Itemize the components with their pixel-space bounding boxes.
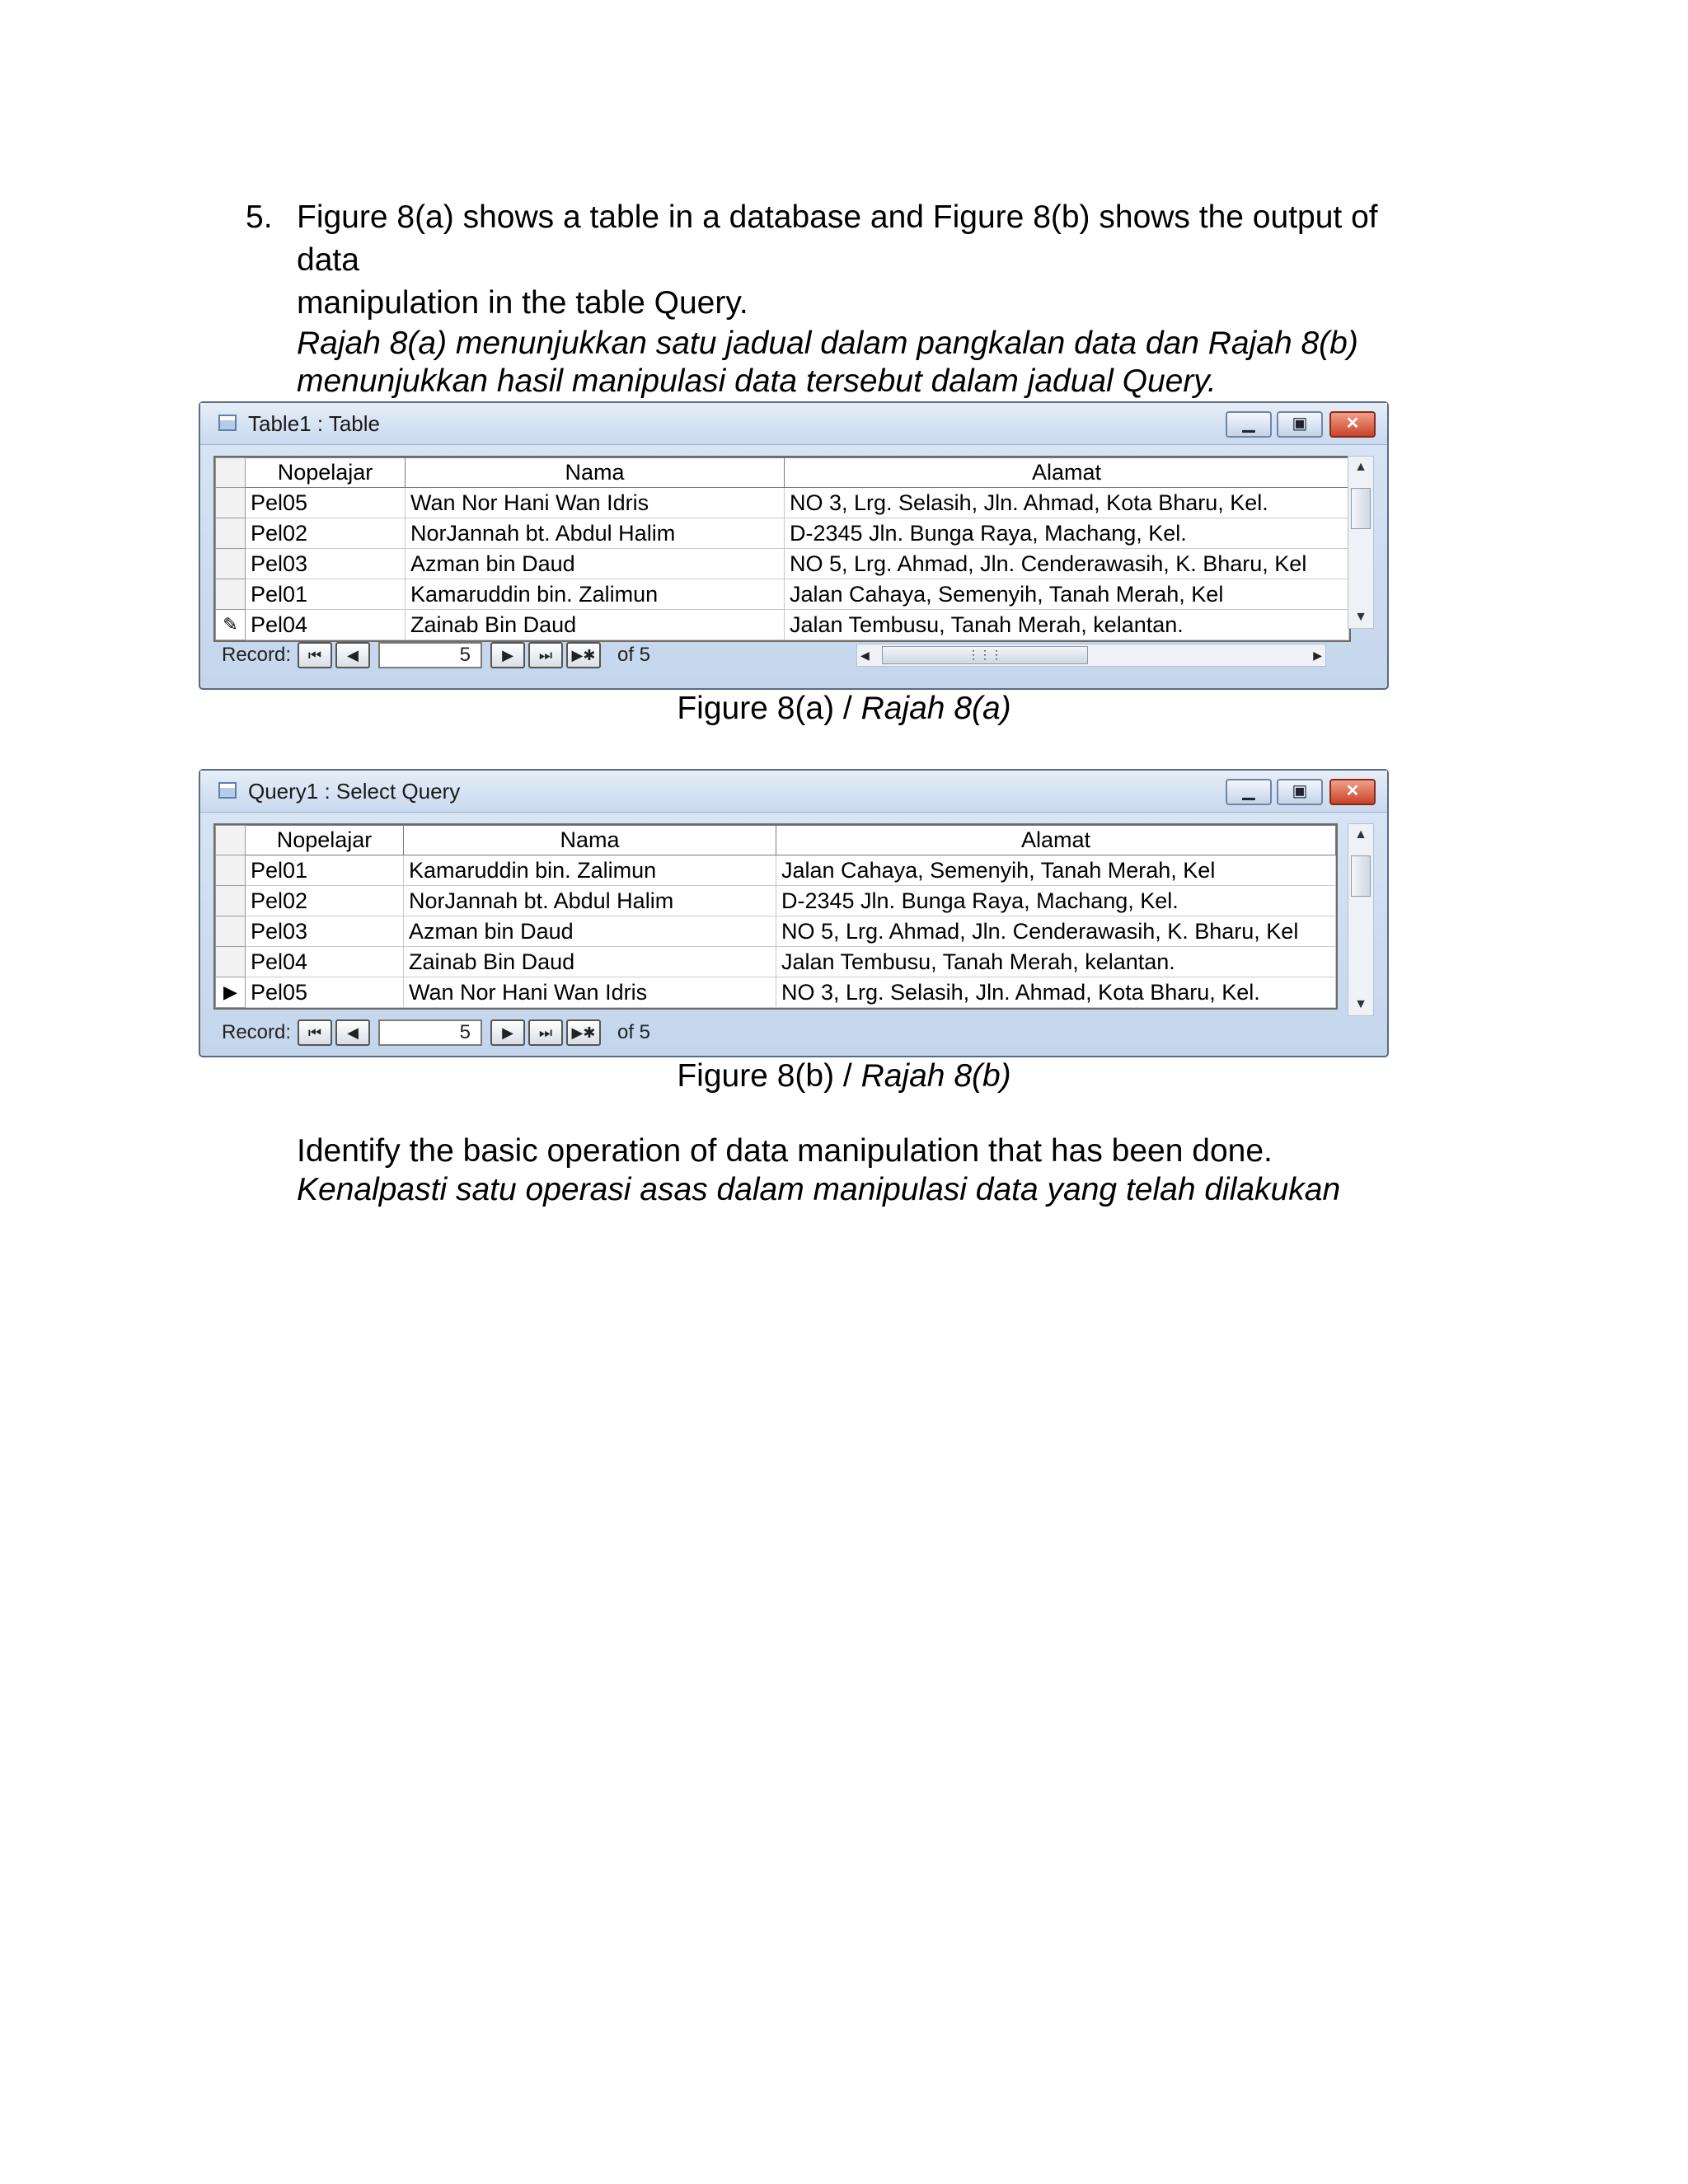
cell[interactable]: Jalan Tembusu, Tanah Merah, kelantan. (776, 947, 1336, 977)
row-selector[interactable] (216, 916, 246, 947)
cell[interactable]: Zainab Bin Daud (404, 947, 776, 977)
minimize-button[interactable] (1226, 411, 1272, 438)
first-record-button[interactable] (298, 1019, 332, 1046)
scroll-right-icon[interactable]: ▶ (1313, 649, 1322, 662)
select-all-cell[interactable] (216, 458, 246, 488)
close-button[interactable] (1329, 779, 1376, 805)
scroll-thumb[interactable] (1351, 488, 1371, 529)
cell[interactable]: NorJannah bt. Abdul Halim (406, 518, 785, 549)
cell[interactable]: NorJannah bt. Abdul Halim (404, 886, 776, 916)
column-header-alamat[interactable]: Alamat (785, 458, 1349, 488)
cell[interactable]: Pel04 (246, 610, 406, 640)
select-all-cell[interactable] (216, 826, 246, 855)
cell[interactable]: NO 5, Lrg. Ahmad, Jln. Cenderawasih, K. Bharu, Kel (785, 549, 1349, 579)
table-row[interactable] (216, 947, 1336, 977)
previous-record-icon: ◀ (347, 647, 359, 663)
scroll-down-icon[interactable]: ▼ (1354, 997, 1367, 1011)
table-window-title: Table1 : Table (248, 411, 380, 436)
first-record-button[interactable] (298, 642, 332, 668)
row-selector[interactable] (216, 579, 246, 610)
last-record-button[interactable] (528, 1019, 563, 1046)
first-record-icon: ⏮ (307, 647, 322, 663)
table-window-titlebar[interactable] (200, 403, 1387, 445)
cell[interactable]: D-2345 Jln. Bunga Raya, Machang, Kel. (785, 518, 1349, 549)
next-record-button[interactable] (490, 1019, 525, 1046)
pencil-icon: ✎ (223, 614, 238, 635)
row-selector[interactable] (216, 549, 246, 579)
question-malay-2: menunjukkan hasil manipulasi data tersebut dalam jadual Query. (297, 363, 1217, 399)
maximize-button[interactable] (1277, 411, 1323, 438)
table-row[interactable] (216, 916, 1336, 947)
cell[interactable]: Pel02 (246, 886, 404, 916)
cell[interactable]: Pel03 (246, 916, 404, 947)
close-icon: ✕ (1345, 415, 1360, 433)
cell[interactable]: Pel01 (246, 579, 406, 610)
table-row[interactable] (216, 579, 1349, 610)
last-record-icon: ⏭ (538, 647, 553, 663)
current-record-icon: ▶ (223, 982, 237, 1002)
first-record-icon: ⏮ (307, 1024, 322, 1041)
cell[interactable]: Wan Nor Hani Wan Idris (404, 977, 776, 1008)
caption-b-italic: Rajah 8(b) (860, 1058, 1011, 1094)
header-row (216, 826, 1336, 855)
record-number-field[interactable]: 5 (378, 1019, 482, 1046)
record-navigator (213, 1016, 1374, 1049)
scroll-left-icon[interactable]: ◀ (860, 649, 870, 662)
question-number: 5. (246, 199, 273, 235)
record-label: Record: (222, 644, 292, 666)
close-button[interactable] (1329, 411, 1376, 438)
caption-a-italic: Rajah 8(a) (860, 691, 1011, 726)
caption-a-plain: Figure 8(a) / (677, 691, 861, 726)
cell[interactable]: Jalan Cahaya, Semenyih, Tanah Merah, Kel (785, 579, 1349, 610)
record-count: of 5 (617, 644, 651, 666)
close-icon: ✕ (1345, 782, 1360, 800)
table-datasheet (213, 456, 1351, 642)
horizontal-scrollbar[interactable] (856, 644, 1326, 667)
table-icon (218, 415, 237, 431)
vertical-scrollbar[interactable] (1348, 823, 1374, 1016)
row-selector[interactable] (216, 518, 246, 549)
minimize-icon: ▁ (1242, 782, 1255, 800)
table-row[interactable] (216, 855, 1336, 886)
instruction-malay: Kenalpasti satu operasi asas dalam manipulasi data yang telah dilakukan (297, 1172, 1341, 1207)
last-record-icon: ⏭ (538, 1024, 553, 1041)
scroll-up-icon[interactable]: ▲ (1354, 827, 1367, 841)
cell[interactable]: Azman bin Daud (406, 549, 785, 579)
question-line-2: data (297, 242, 359, 278)
cell[interactable]: Wan Nor Hani Wan Idris (406, 488, 785, 518)
query-datasheet (213, 823, 1338, 1010)
column-header-nama[interactable]: Nama (404, 826, 776, 855)
new-record-button[interactable] (566, 1019, 601, 1046)
cell[interactable]: Jalan Tembusu, Tanah Merah, kelantan. (785, 610, 1349, 640)
query-window-titlebar[interactable] (200, 771, 1387, 813)
header-row (216, 458, 1349, 488)
new-record-icon: ▶✱ (571, 647, 596, 663)
row-selector[interactable] (216, 947, 246, 977)
cell[interactable]: Azman bin Daud (404, 916, 776, 947)
query-icon (218, 782, 237, 799)
record-count: of 5 (617, 1021, 651, 1043)
minimize-button[interactable] (1226, 779, 1272, 805)
cell[interactable]: Pel03 (246, 549, 406, 579)
maximize-button[interactable] (1277, 779, 1323, 805)
scroll-down-icon[interactable]: ▼ (1354, 610, 1367, 624)
cell[interactable]: Pel04 (246, 947, 404, 977)
question-line-1: Figure 8(a) shows a table in a database and Figure 8(b) shows the output of (297, 199, 1378, 235)
column-header-nama[interactable]: Nama (406, 458, 785, 488)
table-row[interactable] (216, 488, 1349, 518)
question-text (297, 196, 1467, 401)
table-row[interactable] (216, 977, 1336, 1008)
horizontal-scroll-thumb[interactable] (882, 646, 1088, 664)
cell[interactable]: Kamaruddin bin. Zalimun (404, 855, 776, 886)
last-record-button[interactable] (528, 642, 563, 668)
row-selector[interactable] (216, 886, 246, 916)
row-selector[interactable] (216, 977, 246, 1008)
query-window (199, 769, 1389, 1057)
cell[interactable]: Jalan Cahaya, Semenyih, Tanah Merah, Kel (776, 855, 1336, 886)
cell[interactable]: NO 3, Lrg. Selasih, Jln. Ahmad, Kota Bharu, Kel. (785, 488, 1349, 518)
table-row[interactable] (216, 549, 1349, 579)
figure-caption-a (0, 690, 1688, 728)
question-line-3: manipulation in the table Query. (297, 285, 748, 321)
record-number-field[interactable]: 5 (378, 642, 482, 668)
table-row[interactable] (216, 518, 1349, 549)
column-header-nopelajar[interactable]: Nopelajar (246, 826, 404, 855)
cell[interactable]: Pel02 (246, 518, 406, 549)
maximize-icon: ▣ (1292, 415, 1308, 433)
next-record-button[interactable] (490, 642, 525, 668)
next-record-icon: ▶ (502, 1024, 513, 1041)
cell[interactable]: Pel01 (246, 855, 404, 886)
record-label: Record: (222, 1021, 292, 1043)
scroll-up-icon[interactable]: ▲ (1354, 460, 1367, 474)
question-malay-1: Rajah 8(a) menunjukkan satu jadual dalam pangkalan data dan Rajah 8(b) (297, 326, 1358, 361)
maximize-icon: ▣ (1292, 782, 1308, 800)
scroll-thumb[interactable] (1351, 855, 1371, 897)
previous-record-icon: ◀ (347, 1024, 359, 1041)
previous-record-button[interactable] (335, 1019, 370, 1046)
next-record-icon: ▶ (502, 647, 513, 663)
minimize-icon: ▁ (1242, 415, 1255, 433)
cell[interactable]: NO 5, Lrg. Ahmad, Jln. Cenderawasih, K. Bharu, Kel (776, 916, 1336, 947)
record-navigator (213, 639, 1374, 672)
vertical-scrollbar[interactable] (1348, 456, 1374, 629)
column-header-alamat[interactable]: Alamat (776, 826, 1336, 855)
cell[interactable]: Pel05 (246, 488, 406, 518)
cell[interactable]: Zainab Bin Daud (406, 610, 785, 640)
instruction-english: Identify the basic operation of data manipulation that has been done. (297, 1133, 1273, 1169)
row-selector[interactable] (216, 488, 246, 518)
table-row[interactable] (216, 610, 1349, 640)
cell[interactable]: Kamaruddin bin. Zalimun (406, 579, 785, 610)
new-record-button[interactable] (566, 642, 601, 668)
caption-b-plain: Figure 8(b) / (677, 1058, 861, 1094)
instruction (297, 1132, 1533, 1209)
grip-icon: ⋮⋮⋮ (968, 648, 1002, 661)
figure-caption-b (0, 1057, 1688, 1095)
new-record-icon: ▶✱ (571, 1024, 596, 1041)
cell[interactable]: NO 3, Lrg. Selasih, Jln. Ahmad, Kota Bharu, Kel. (776, 977, 1336, 1008)
row-selector[interactable] (216, 610, 246, 640)
table-window (199, 401, 1389, 690)
previous-record-button[interactable] (335, 642, 370, 668)
row-selector[interactable] (216, 855, 246, 886)
table-row[interactable] (216, 886, 1336, 916)
query-window-title: Query1 : Select Query (248, 779, 461, 804)
column-header-nopelajar[interactable]: Nopelajar (246, 458, 406, 488)
cell[interactable]: Pel05 (246, 977, 404, 1008)
cell[interactable]: D-2345 Jln. Bunga Raya, Machang, Kel. (776, 886, 1336, 916)
